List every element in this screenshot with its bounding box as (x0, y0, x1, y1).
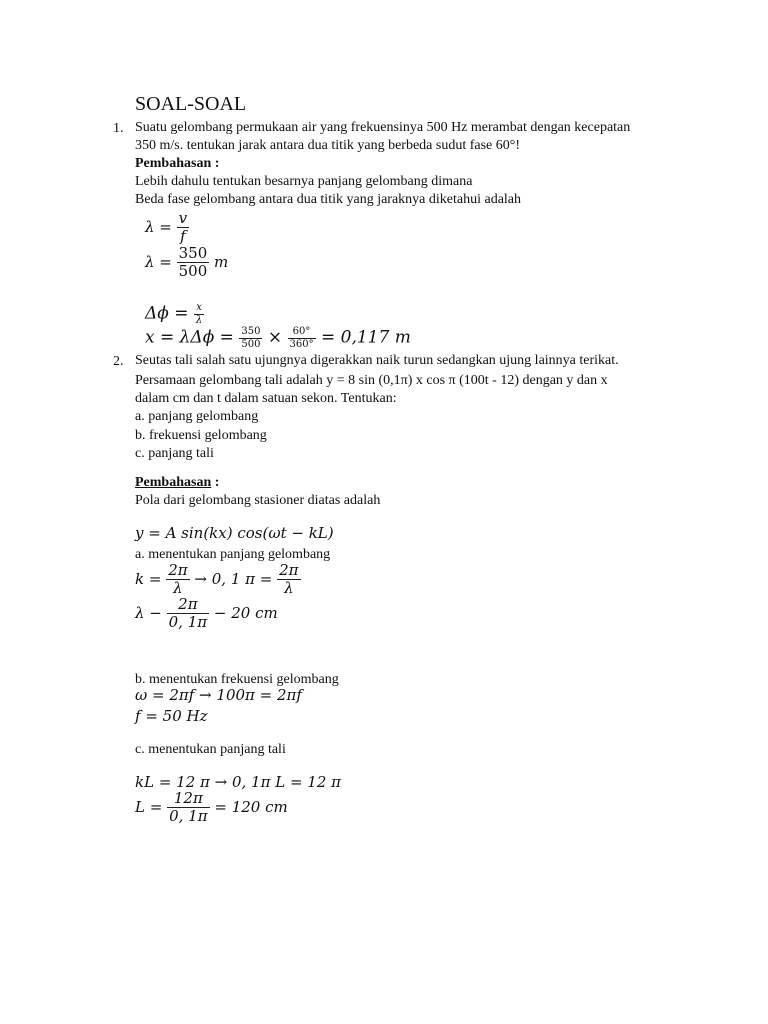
fraction (177, 245, 210, 281)
denominator: 360° (289, 338, 314, 350)
question-2-option-a: a. panjang gelombang (135, 409, 259, 424)
fraction-2 (277, 562, 300, 598)
equation-standing-wave: y = A sin(kx) cos(ωt − kL) (135, 524, 334, 542)
equation-rhs: = 120 cm (214, 797, 288, 816)
equation-lhs: λ = (145, 252, 172, 271)
pembahasan-colon: : (211, 475, 220, 490)
subheading-a: a. menentukan panjang gelombang (135, 547, 331, 562)
equation-L-result (135, 790, 288, 826)
denominator: 500 (178, 262, 208, 281)
equation-x-result (145, 326, 411, 350)
question-2-text-line-2: Persamaan gelombang tali adalah y = 8 sin (0,1π) x cos π (100t - 12) dengan y dan x (135, 373, 608, 388)
question-2-explanation-line: Pola dari gelombang stasioner diatas adalah (135, 493, 381, 508)
equation-lhs: x = λΔϕ = (145, 327, 234, 348)
numerator: 60° (288, 326, 316, 339)
question-2-pembahasan-heading (135, 474, 219, 492)
equation-omega: ω = 2πf → 100π = 2πf (135, 686, 302, 704)
numerator: 2π (168, 561, 188, 579)
pembahasan-label: Pembahasan (135, 475, 212, 490)
question-1-text-line-1: Suatu gelombang permukaan air yang frekuensinya 500 Hz merambat dengan kecepatan (135, 120, 631, 135)
times-sign: × (267, 327, 283, 348)
numerator: 2π (167, 596, 209, 614)
question-2-option-b: b. frekuensi gelombang (135, 428, 267, 443)
equation-middle: → 0, 1 π = (194, 569, 273, 588)
equation-lambda-result (135, 596, 278, 632)
question-2-option-c: c. panjang tali (135, 446, 214, 461)
equation-lhs: λ − (135, 603, 162, 622)
unit: m (214, 252, 229, 271)
equation-lhs: L = (135, 797, 163, 816)
denominator: f (180, 227, 186, 246)
question-1-pembahasan-heading: Pembahasan : (135, 156, 220, 171)
denominator: 0, 1π (168, 613, 208, 632)
fraction (167, 596, 209, 632)
question-2-text-line-1: Seutas tali salah satu ujungnya digerakkan naik turun sedangkan ujung lainnya terikat. (135, 353, 619, 368)
equation-kL: kL = 12 π → 0, 1π L = 12 π (135, 773, 342, 791)
equation-lambda-v-over-f (145, 210, 189, 246)
question-1-explanation-line-2: Beda fase gelombang antara dua titik yang jaraknya diketahui adalah (135, 192, 522, 207)
question-1-number: 1. (113, 121, 124, 136)
equation-lhs: k = (135, 569, 162, 588)
numerator: 12π (167, 790, 209, 808)
denominator: 0, 1π (169, 807, 208, 826)
numerator: 350 (241, 326, 261, 337)
question-2-text-line-3: dalam cm dan t dalam satuan sekon. Tentukan: (135, 391, 397, 406)
fraction-350-500 (239, 326, 262, 350)
denominator: λ (195, 314, 203, 326)
numerator: 2π (279, 561, 299, 579)
equation-lhs: λ = (145, 217, 172, 236)
fraction (194, 302, 204, 326)
subheading-b: b. menentukan frekuensi gelombang (135, 672, 339, 687)
equation-k (135, 562, 301, 598)
fraction-60-360 (288, 326, 316, 350)
denominator: λ (284, 579, 294, 598)
denominator: λ (173, 579, 183, 598)
equation-lambda-350-over-500 (145, 245, 228, 281)
equation-delta-phi (145, 302, 204, 326)
question-1-explanation-line-1: Lebih dahulu tentukan besarnya panjang gelombang dimana (135, 174, 473, 189)
numerator: x (194, 302, 204, 315)
equation-frequency: f = 50 Hz (135, 707, 208, 725)
equation-rhs: − 20 cm (213, 603, 278, 622)
subheading-c: c. menentukan panjang tali (135, 742, 286, 757)
fraction (167, 790, 209, 826)
numerator: v (178, 209, 188, 227)
equation-rhs: = 0,117 m (321, 327, 411, 348)
denominator: 500 (241, 338, 261, 350)
question-1-text-line-2: 350 m/s. tentukan jarak antara dua titik yang berbeda sudut fase 60°! (135, 138, 521, 153)
question-2-number: 2. (113, 354, 124, 369)
equation-lhs: Δϕ = (145, 303, 189, 324)
fraction (166, 562, 189, 598)
page-title: SOAL-SOAL (135, 93, 247, 115)
numerator: 350 (178, 244, 208, 262)
fraction (177, 210, 189, 246)
